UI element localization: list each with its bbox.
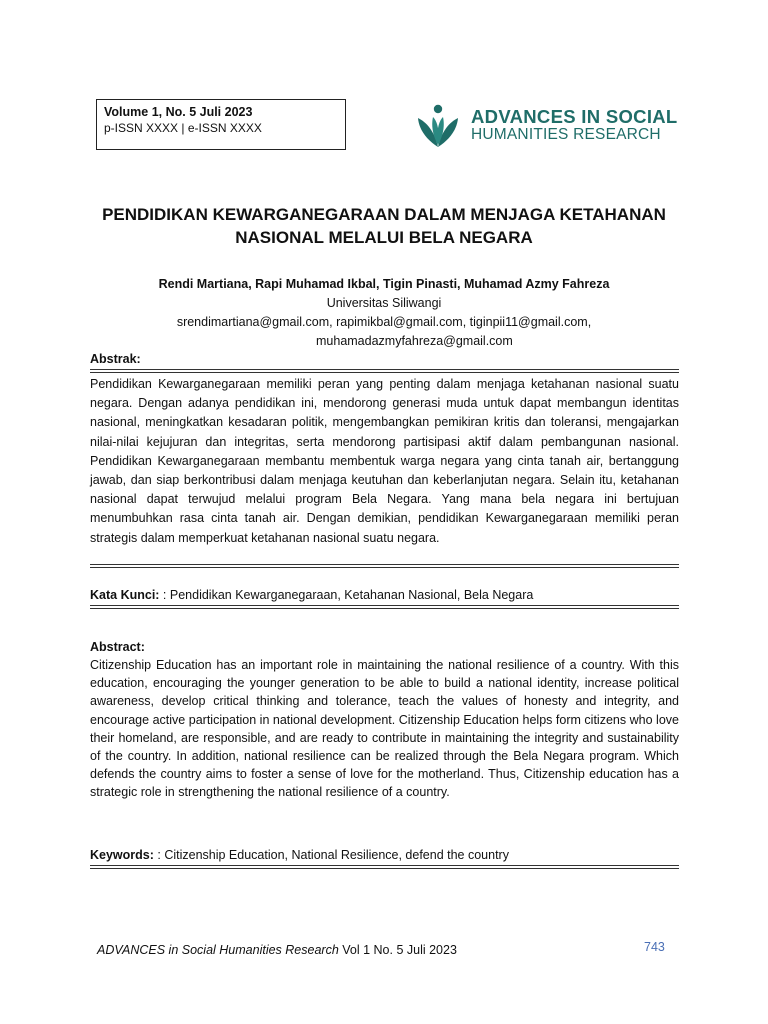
leaf-logo-icon	[413, 100, 463, 150]
abstrak-top-rule	[90, 369, 679, 370]
kata-kunci-label: Kata Kunci:	[90, 588, 160, 602]
title-line2: NASIONAL MELALUI BELA NEGARA	[235, 228, 533, 247]
page-number: 743	[644, 940, 665, 954]
abstract-heading: Abstract:	[90, 640, 145, 654]
footer-citation	[97, 941, 457, 959]
kata-kunci-rule	[90, 605, 679, 606]
volume-label: Volume 1, No. 5 Juli 2023	[104, 105, 253, 119]
kata-kunci-rule-2	[90, 608, 679, 609]
logo-text-line1: ADVANCES IN SOCIAL	[471, 106, 678, 127]
abstrak-body: Pendidikan Kewarganegaraan memiliki peran yang penting dalam menjaga ketahanan nasional suatu negara. Dengan adanya pendidikan ini, mendorong generasi muda untuk dapat membangun identitas nasional, meningkatkan kesadaran politik, mengembangkan pemikiran kritis dan toleransi, mengajarkan nilai-nilai kejujuran dan integritas, serta mendorong partisipasi aktif dalam pembangunan nasional. Pendidikan Kewarganegaraan membantu membentuk warga negara yang cinta tanah air, bertanggung jawab, dan siap berkontribusi dalam menjaga keutuhan dan keberlanjutan negara. Selain itu, ketahanan nasional dapat terwujud melalui program Bela Negara. Yang mana bela negara ini bertujuan menumbuhkan rasa cinta tanah air. Dengan demikian, pendidikan Kewarganegaraan memiliki peran strategis dalam memperkuat ketahanan nasional suatu negara.	[90, 377, 679, 545]
affiliation: Universitas Siliwangi	[326, 296, 442, 310]
author-list: Rendi Martiana, Rapi Muhamad Ikbal, Tigin Pinasti, Muhamad Azmy Fahreza	[158, 277, 610, 291]
author-emails-line1: srendimartiana@gmail.com, rapimikbal@gmail.com, tiginpii11@gmail.com,	[176, 315, 592, 329]
logo-text-line2: HUMANITIES RESEARCH	[471, 126, 661, 143]
abstrak-top-rule-2	[90, 372, 679, 373]
keywords-rule	[90, 865, 679, 866]
issn-label: p-ISSN XXXX | e-ISSN XXXX	[104, 121, 262, 135]
abstrak-heading: Abstrak:	[90, 352, 141, 366]
title-line1: PENDIDIKAN KEWARGANEGARAAN DALAM MENJAGA KETAHANAN	[102, 205, 666, 224]
author-emails-line2: muhamadazmyfahreza@gmail.com	[316, 334, 513, 348]
footer-journal-name: ADVANCES in Social Humanities Research	[97, 943, 339, 957]
keywords-rule-2	[90, 868, 679, 869]
journal-logo	[413, 100, 678, 150]
abstrak-bottom-rule	[90, 564, 679, 565]
paper-title	[60, 203, 708, 249]
abstrak-bottom-rule-2	[90, 567, 679, 568]
keywords-line	[90, 846, 679, 864]
volume-box	[96, 99, 346, 150]
footer-issue: Vol 1 No. 5 Juli 2023	[338, 943, 457, 957]
kata-kunci-line	[90, 586, 679, 604]
keywords-values: : Citizenship Education, National Resilience, defend the country	[153, 848, 509, 862]
abstract-body: Citizenship Education has an important role in maintaining the national resilience of a country. With this education, encouraging the younger generation to be able to build a national identity, increase political awareness, develop critical thinking and tolerance, teach the values of honesty and integrity, and encourage active participation in national development. Citizenship Education helps form citizens who love their homeland, are responsible, and are ready to contribute in maintaining the integrity and sustainability of the country. In addition, national resilience can be realized through the Bela Negara program. Which defends the country aims to foster a sense of love for the motherland. Thus, Citizenship education has a strategic role in strengthening the national resilience of a country.	[90, 658, 679, 800]
keywords-label: Keywords:	[90, 848, 154, 862]
kata-kunci-values: : Pendidikan Kewarganegaraan, Ketahanan Nasional, Bela Negara	[159, 588, 534, 602]
